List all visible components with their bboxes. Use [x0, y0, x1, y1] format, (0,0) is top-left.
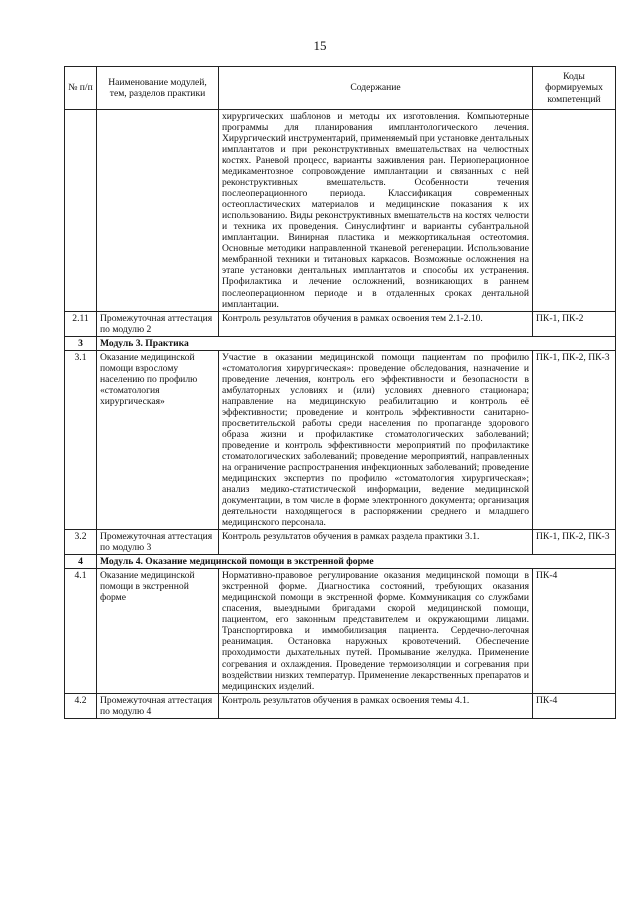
- table-row: [65, 311, 616, 336]
- module-number: 3: [65, 336, 97, 350]
- row-content: Участие в оказании медицинской помощи пациентам по профилю «стоматология хирургическая»: проведение обследования, назначение и проведение лечения, контроль его эффективности и безопасности в амбулаторных условиях и (или) условиях дневного стационара; направление на медицинскую реабилитацию и контроль её эффективности; проведение и контроль эффективности санитарно-просветительской работы среди населения по пропаганде здорового образа жизни и профилактике стоматологических заболеваний; проведение и контроль эффективности мероприятий по профилактике стоматологических заболеваний; проведение мероприятий, направленных на ограничение распространения инфекционных заболеваний; проведение медицинских экспертиз по профилю «стоматология хирургическая»; анализ медико-статистической информации, ведение медицинской документации, в том числе в форме электронного документа; организация деятельности находящегося в распоряжении среднего и младшего медицинского персонала.: [219, 350, 533, 530]
- table-row: [65, 530, 616, 555]
- row-content: Контроль результатов обучения в рамках освоения тем 2.1-2.10.: [219, 311, 533, 336]
- page-number: 15: [313, 38, 327, 53]
- row-content: Контроль результатов обучения в рамках освоения темы 4.1.: [219, 693, 533, 718]
- row-number: 4.2: [65, 693, 97, 718]
- row-name: Оказание медицинской помощи в экстренной форме: [97, 569, 219, 693]
- row-codes: ПК-1, ПК-2: [533, 311, 616, 336]
- header-content: Содержание: [219, 67, 533, 110]
- table-body: [65, 110, 616, 719]
- header-name: Наименование модулей, тем, разделов практики: [97, 67, 219, 110]
- row-codes: ПК-1, ПК-2, ПК-3: [533, 530, 616, 555]
- header-num: № п/п: [65, 67, 97, 110]
- module-row: [65, 336, 616, 350]
- table-row: [65, 693, 616, 718]
- table-header-row: [65, 67, 616, 110]
- module-number: 4: [65, 555, 97, 569]
- table-row: [65, 110, 616, 312]
- row-name: Промежуточная аттестация по модулю 3: [97, 530, 219, 555]
- module-row: [65, 555, 616, 569]
- row-number: 2.11: [65, 311, 97, 336]
- row-codes: ПК-1, ПК-2, ПК-3: [533, 350, 616, 530]
- row-codes: ПК-4: [533, 693, 616, 718]
- row-codes: [533, 110, 616, 312]
- row-name: Оказание медицинской помощи взрослому населению по профилю «стоматология хирургическая»: [97, 350, 219, 530]
- curriculum-table: [64, 66, 616, 719]
- row-name: [97, 110, 219, 312]
- row-number: 4.1: [65, 569, 97, 693]
- module-title: Модуль 4. Оказание медицинской помощи в экстренной форме: [97, 555, 616, 569]
- row-number: 3.1: [65, 350, 97, 530]
- row-name: Промежуточная аттестация по модулю 4: [97, 693, 219, 718]
- header-codes: Коды формируемых компетенций: [533, 67, 616, 110]
- module-title: Модуль 3. Практика: [97, 336, 616, 350]
- table-row: [65, 350, 616, 530]
- row-content: хирургических шаблонов и методы их изготовления. Компьютерные программы для планирования имплантологического лечения. Хирургический инструментарий, применяемый при установке дентальных имплантатов и при реконструктивных вмешательствах на челюстных костях. Раневой процесс, варианты заживления ран. Периоперационное медикаментозное сопровождение имплантации и связанных с ней реконструктивных вмешательств. Особенности течения послеоперационного периода. Классификация современных остеопластических материалов и медицинские показания к их использованию. Виды реконструктивных вмешательств на костях челюсти и техника их проведения. Синуслифтинг и варианты субантральной имплантации. Винирная пластика и межкортикальная остеотомия. Основные методики направленной тканевой регенерации. Использование мембранной техники и титановых каркасов. Возможные осложнения на этапе установки дентальных имплантатов и способы их устранения. Профилактика и лечение осложнений, возникающих в раннем послеоперационном периоде и в отдаленных сроках дентальной имплантации.: [219, 110, 533, 312]
- row-number: [65, 110, 97, 312]
- row-codes: ПК-4: [533, 569, 616, 693]
- table-row: [65, 569, 616, 693]
- row-content: Контроль результатов обучения в рамках раздела практики 3.1.: [219, 530, 533, 555]
- row-name: Промежуточная аттестация по модулю 2: [97, 311, 219, 336]
- row-number: 3.2: [65, 530, 97, 555]
- row-content: Нормативно-правовое регулирование оказания медицинской помощи в экстренной форме. Диагностика состояний, требующих оказания медицинской помощи в экстренной форме. Коммуникация со службами спасения, выездными бригадами скорой медицинской помощи, пациентом, его законным представителем и окружающими лицами. Транспортировка и иммобилизация пациента. Сердечно-легочная реанимация. Остановка наружных кровотечений. Обеспечение проходимости дыхательных путей. Промывание желудка. Применение согревания и охлаждения. Проведение термоизоляции и согревания при воздействии низких температур. Применение лекарственных препаратов и медицинских изделий.: [219, 569, 533, 693]
